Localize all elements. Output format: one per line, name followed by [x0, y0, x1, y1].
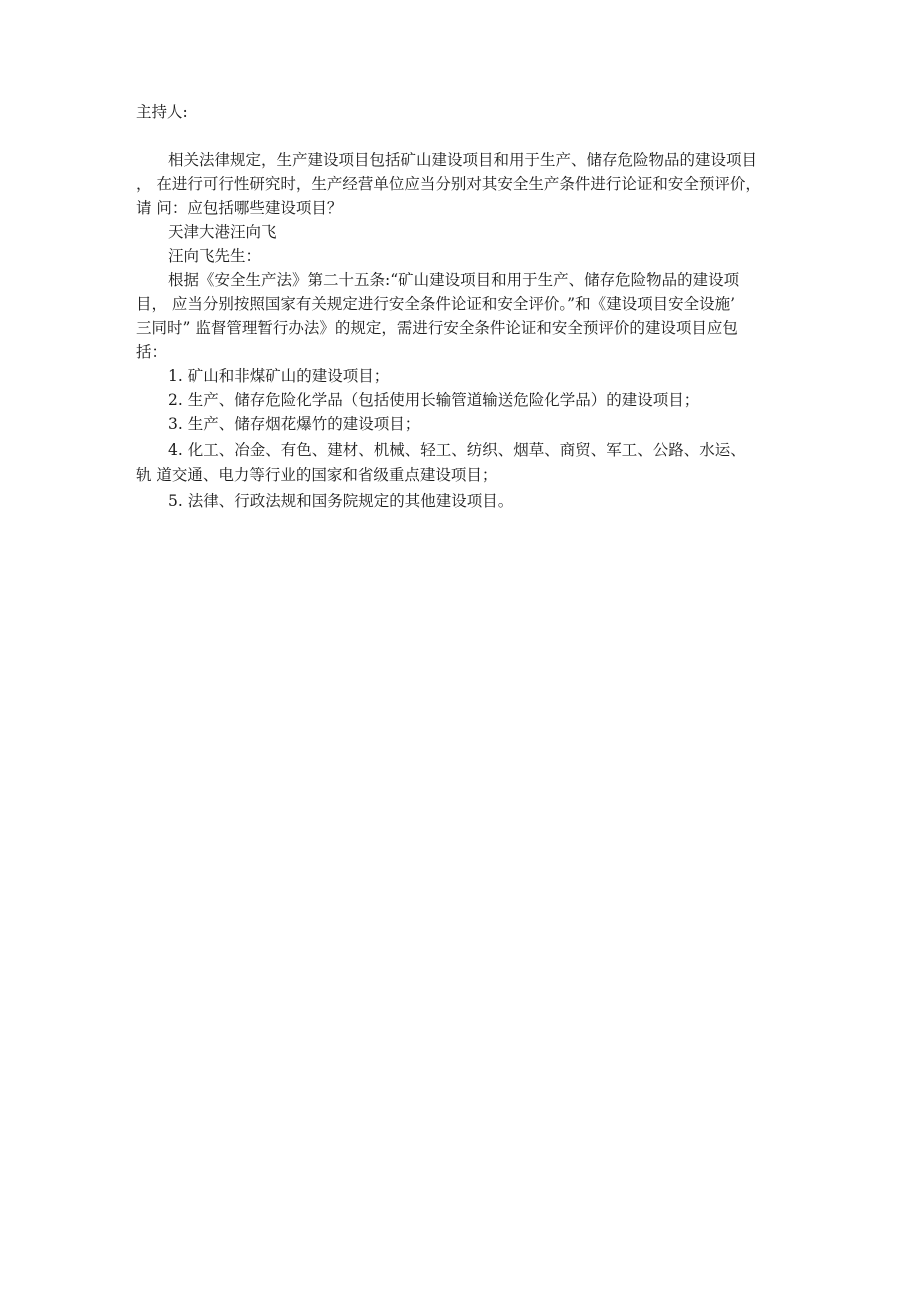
- list-item-3: 3. 生产、储存烟花爆竹的建设项目；: [168, 415, 421, 433]
- answer-line-3: 三同时” 监督管理暂行办法》的规定，需进行安全条件论证和安全预评价的建设项目应包: [136, 319, 738, 337]
- host-label: 主持人:: [136, 103, 188, 121]
- list-item-1: 1. 矿山和非煤矿山的建设项目；: [168, 367, 390, 385]
- answer-line-4: 括：: [136, 343, 168, 361]
- list-item-2: 2. 生产、储存危险化学品（包括使用长输管道输送危险化学品）的建设项目；: [168, 391, 700, 409]
- answer-line-1: 根据《安全生产法》第二十五条:“矿山建设项目和用于生产、储存危险物品的建设项: [168, 271, 740, 289]
- asker-name: 天津大港汪向飞: [168, 223, 277, 241]
- list-item-4-line-1: 4. 化工、冶金、有色、建材、机械、轻工、纺织、烟草、商贸、军工、公路、水运、: [168, 441, 746, 459]
- question-line-1: 相关法律规定，生产建设项目包括矿山建设项目和用于生产、储存危险物品的建设项目: [168, 151, 758, 169]
- list-item-4-line-2: 轨 道交通、电力等行业的国家和省级重点建设项目；: [136, 466, 498, 484]
- salutation: 汪向飞先生：: [168, 247, 262, 265]
- list-item-5: 5. 法律、行政法规和国务院规定的其他建设项目。: [168, 492, 514, 510]
- answer-line-2: 目， 应当分别按照国家有关规定进行安全条件论证和安全评价。”和《建设项目安全设施’: [136, 295, 736, 313]
- question-line-2: ， 在进行可行性研究时，生产经营单位应当分别对其安全生产条件进行论证和安全预评价，: [136, 175, 761, 193]
- question-line-3: 请 问：应包括哪些建设项目？: [136, 199, 343, 217]
